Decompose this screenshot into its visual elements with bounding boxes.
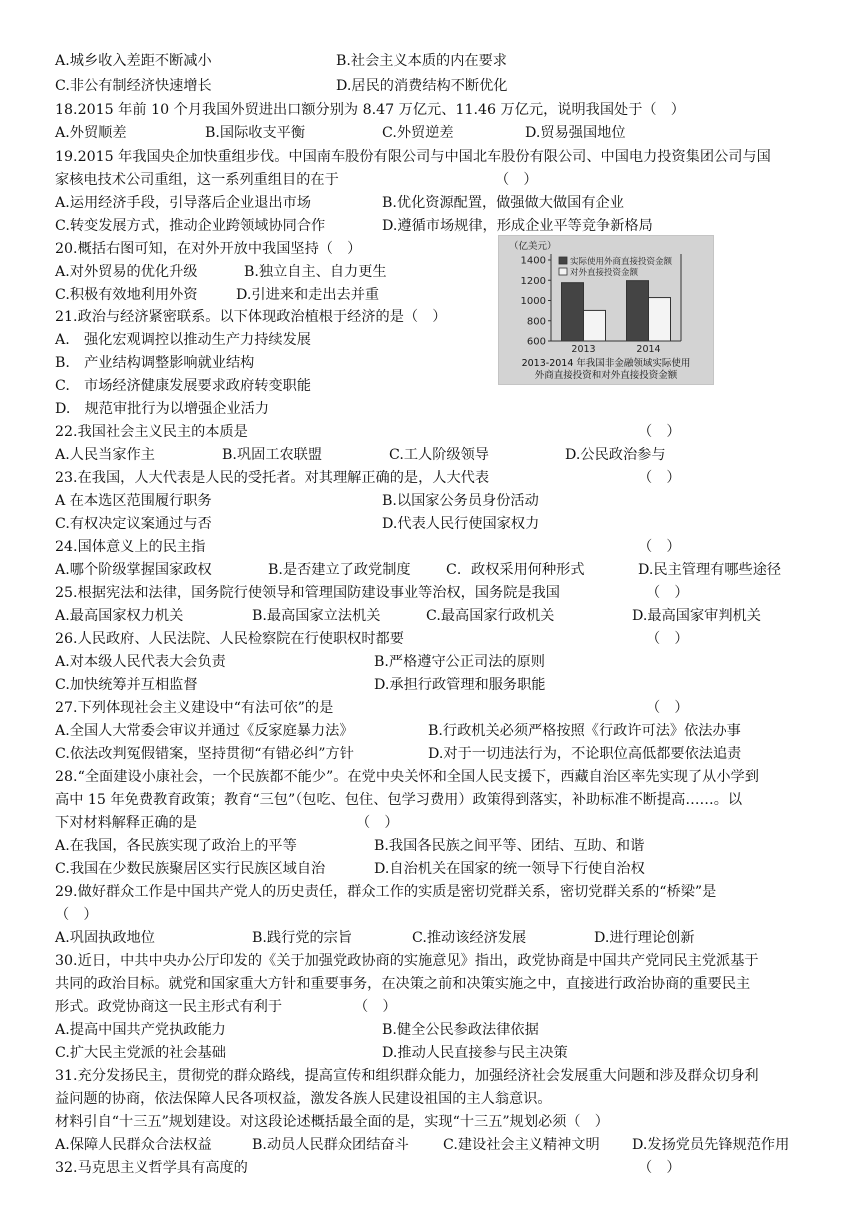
option-b: B.以国家公务员身份活动 — [382, 493, 539, 509]
option-c: C.积极有效地利用外资 — [55, 287, 198, 303]
option-d: D.民主管理有哪些途径 — [638, 562, 782, 578]
option-a: A.城乡收入差距不断减小 — [55, 53, 212, 69]
option-b: B.最高国家立法机关 — [252, 608, 381, 624]
answer-blank: （ ） — [638, 470, 681, 486]
question-30-cont: 形式。政党协商这一民主形式有利于 — [55, 999, 283, 1015]
option-c: C.工人阶级领导 — [389, 447, 489, 463]
legend-swatch — [559, 268, 567, 275]
option-b: B.是否建立了政党制度 — [268, 562, 411, 578]
question-29: 29.做好群众工作是中国共产党人的历史责任，群众工作的实质是密切党群关系，密切党群关系的“桥梁”是 — [55, 884, 717, 900]
bar-chart — [499, 236, 713, 384]
legend-label: 实际使用外商直接投资金额 — [570, 257, 673, 267]
question-19: 19.2015 年我国央企加快重组步伐。中国南车股份有限公司与中国北车股份有限公司、中国电力投资集团公司与国 — [55, 149, 771, 165]
legend-label: 对外直接投资金额 — [570, 268, 639, 278]
question-26: 26.人民政府、人民法院、人民检察院在行使职权时都要 — [55, 631, 404, 647]
option-d: D.自治机关在国家的统一领导下行使自治权 — [374, 861, 645, 877]
answer-blank: （ ） — [495, 172, 538, 188]
option-c: C.外贸逆差 — [382, 125, 454, 141]
option-b: B.严格遵守公正司法的原则 — [374, 654, 545, 670]
bar-2013-series-1 — [562, 283, 584, 341]
question-20: 20.概括右图可知，在对外开放中我国坚持（ ） — [55, 241, 362, 257]
option-b: B.优化资源配置，做强做大做国有企业 — [382, 195, 624, 211]
question-30: 30.近日，中共中央办公厅印发的《关于加强党政协商的实施意见》指出，政党协商是中国共产党同民主党派基于 — [55, 953, 759, 969]
option-b: B.独立自主、自力更生 — [244, 264, 387, 280]
option-b: B.践行党的宗旨 — [252, 930, 353, 946]
option-a: A.提高中国共产党执政能力 — [55, 1022, 226, 1038]
answer-blank: （ ） — [55, 907, 98, 923]
question-31-cont: 益问题的协商，依法保障人民各项权益，激发各族人民建设祖国的主人翁意识。 — [55, 1091, 552, 1107]
question-23: 23.在我国，人大代表是人民的受托者。对其理解正确的是，人大代表 — [55, 470, 490, 486]
option-b: B.国际收支平衡 — [205, 125, 306, 141]
option-d: D.最高国家审判机关 — [632, 608, 761, 624]
option-a: A.全国人大常委会审议并通过《反家庭暴力法》 — [55, 723, 354, 739]
option-a: A.人民当家作主 — [55, 447, 155, 463]
question-32: 32.马克思主义哲学具有高度的 — [55, 1160, 248, 1176]
option-a: A 在本选区范围履行职务 — [55, 493, 212, 509]
option-b: B.行政机关必须严格按照《行政许可法》依法办事 — [428, 723, 741, 739]
option-d: D.遵循市场规律，形成企业平等竞争新格局 — [382, 218, 653, 234]
y-tick-label: 1400 — [520, 255, 546, 267]
option-c: C.我国在少数民族聚居区实行民族区域自治 — [55, 861, 326, 877]
option-d: D.进行理论创新 — [594, 930, 695, 946]
answer-blank: （ ） — [638, 539, 681, 555]
bar-2014-series-1 — [627, 281, 649, 341]
investment-chart — [498, 235, 714, 385]
bar-2013-series-2 — [584, 310, 606, 341]
question-22: 22.我国社会主义民主的本质是 — [55, 424, 248, 440]
bar-2014-series-2 — [649, 298, 671, 341]
option-a: A.哪个阶级掌握国家政权 — [55, 562, 212, 578]
option-a: A.运用经济手段，引导落后企业退出市场 — [55, 195, 311, 211]
option-b: B.我国各民族之间平等、团结、互助、和谐 — [374, 838, 645, 854]
answer-blank: （ ） — [356, 815, 399, 831]
answer-blank: （ ） — [646, 631, 689, 647]
option-c: C.非公有制经济快速增长 — [55, 78, 212, 94]
y-tick-label: 600 — [526, 336, 546, 348]
option-c: C.扩大民主党派的社会基础 — [55, 1045, 226, 1061]
option-d: D.引进来和走出去并重 — [236, 287, 380, 303]
option-b: B.动员人民群众团结奋斗 — [252, 1137, 409, 1153]
option-c: C.加快统筹并互相监督 — [55, 677, 198, 693]
option-a: A.保障人民群众合法权益 — [55, 1137, 212, 1153]
option-a: A.对外贸易的优化升级 — [55, 264, 198, 280]
option-c: C.依法改判冤假错案，坚持贯彻“有错必纠”方针 — [55, 746, 354, 762]
question-18: 18.2015 年前 10 个月我国外贸进出口额分别为 8.47 万亿元、11.46 万亿元，说明我国处于（ ） — [55, 102, 685, 118]
option-d: D.对于一切违法行为，不论职位高低都要依法追责 — [428, 746, 742, 762]
y-tick-label: 1000 — [520, 296, 546, 307]
question-28: 28.“全面建设小康社会，一个民族都不能少”。在党中央关怀和全国人民支援下，西藏自治区率先实现了从小学到 — [55, 769, 759, 785]
chart-title: 外商直接投资和对外直接投资金额 — [534, 370, 678, 381]
question-31-prompt: 材料引自“十三五”规划建设。对这段论述概括最全面的是，实现“十三五”规划必须（ ） — [55, 1114, 609, 1130]
option-d: D.承担行政管理和服务职能 — [374, 677, 546, 693]
option-c: C.最高国家行政机关 — [426, 608, 555, 624]
option-c: C.推动该经济发展 — [412, 930, 527, 946]
option-b: B.社会主义本质的内在要求 — [336, 53, 507, 69]
option-d: D.公民政治参与 — [565, 447, 666, 463]
question-24: 24.国体意义上的民主指 — [55, 539, 206, 555]
option-b: B.健全公民参政法律依据 — [382, 1022, 539, 1038]
option-d: D. 规范审批行为以增强企业活力 — [55, 401, 270, 417]
option-b: B. 产业结构调整影响就业结构 — [55, 355, 255, 371]
answer-blank: （ ） — [646, 700, 689, 716]
answer-blank: （ ） — [354, 999, 397, 1015]
option-a: A.最高国家权力机关 — [55, 608, 184, 624]
option-d: D.推动人民直接参与民主决策 — [382, 1045, 568, 1061]
x-tick-label: 2013 — [571, 344, 596, 355]
option-c: C．政权采用何种形式 — [446, 562, 585, 578]
option-c: C.有权决定议案通过与否 — [55, 516, 212, 532]
question-21: 21.政治与经济紧密联系。以下体现政治植根于经济的是（ ） — [55, 309, 447, 325]
option-c: C.建设社会主义精神文明 — [443, 1137, 600, 1153]
option-d: D.代表人民行使国家权力 — [382, 516, 540, 532]
option-c: C.转变发展方式，推动企业跨领域协同合作 — [55, 218, 326, 234]
option-b: B.巩固工农联盟 — [222, 447, 323, 463]
option-a: A.对本级人民代表大会负责 — [55, 654, 226, 670]
option-a: A. 强化宏观调控以推动生产力持续发展 — [55, 332, 311, 348]
question-31: 31.充分发扬民主，贯彻党的群众路线，提高宣传和组织群众能力，加强经济社会发展重大问题和涉及群众切身利 — [55, 1068, 759, 1084]
option-d: D.贸易强国地位 — [525, 125, 626, 141]
question-28-cont: 下对材料解释正确的是 — [55, 815, 197, 831]
y-tick-label: 800 — [526, 316, 546, 328]
y-tick-label: 1200 — [520, 275, 546, 287]
x-tick-label: 2014 — [636, 344, 661, 355]
legend-swatch — [559, 257, 567, 264]
question-27: 27.下列体现社会主义建设中“有法可依”的是 — [55, 700, 334, 716]
option-a: A.外贸顺差 — [55, 125, 127, 141]
y-axis-label: （亿美元） — [509, 241, 557, 252]
option-d: D.居民的消费结构不断优化 — [336, 78, 508, 94]
answer-blank: （ ） — [638, 424, 681, 440]
answer-blank: （ ） — [646, 585, 689, 601]
answer-blank: （ ） — [638, 1160, 681, 1176]
option-a: A.巩固执政地位 — [55, 930, 155, 946]
question-19-cont: 家核电技术公司重组，这一系列重组目的在于 — [55, 172, 339, 188]
question-25: 25.根据宪法和法律，国务院行使领导和管理国防建设事业等治权，国务院是我国 — [55, 585, 560, 601]
question-28-cont: 高中 15 年免费教育政策；教育“三包”（包吃、包住、包学习费用）政策得到落实，补助标准不断提高……。以 — [55, 792, 743, 808]
option-a: A.在我国，各民族实现了政治上的平等 — [55, 838, 297, 854]
option-d: D.发扬党员先锋规范作用 — [632, 1137, 790, 1153]
question-30-cont: 共同的政治目标。就党和国家重大方针和重要事务，在决策之前和决策实施之中，直接进行政治协商的重要民主 — [55, 976, 751, 992]
chart-title: 2013-2014 年我国非金融领域实际使用 — [521, 358, 691, 369]
option-c: C. 市场经济健康发展要求政府转变职能 — [55, 378, 312, 394]
